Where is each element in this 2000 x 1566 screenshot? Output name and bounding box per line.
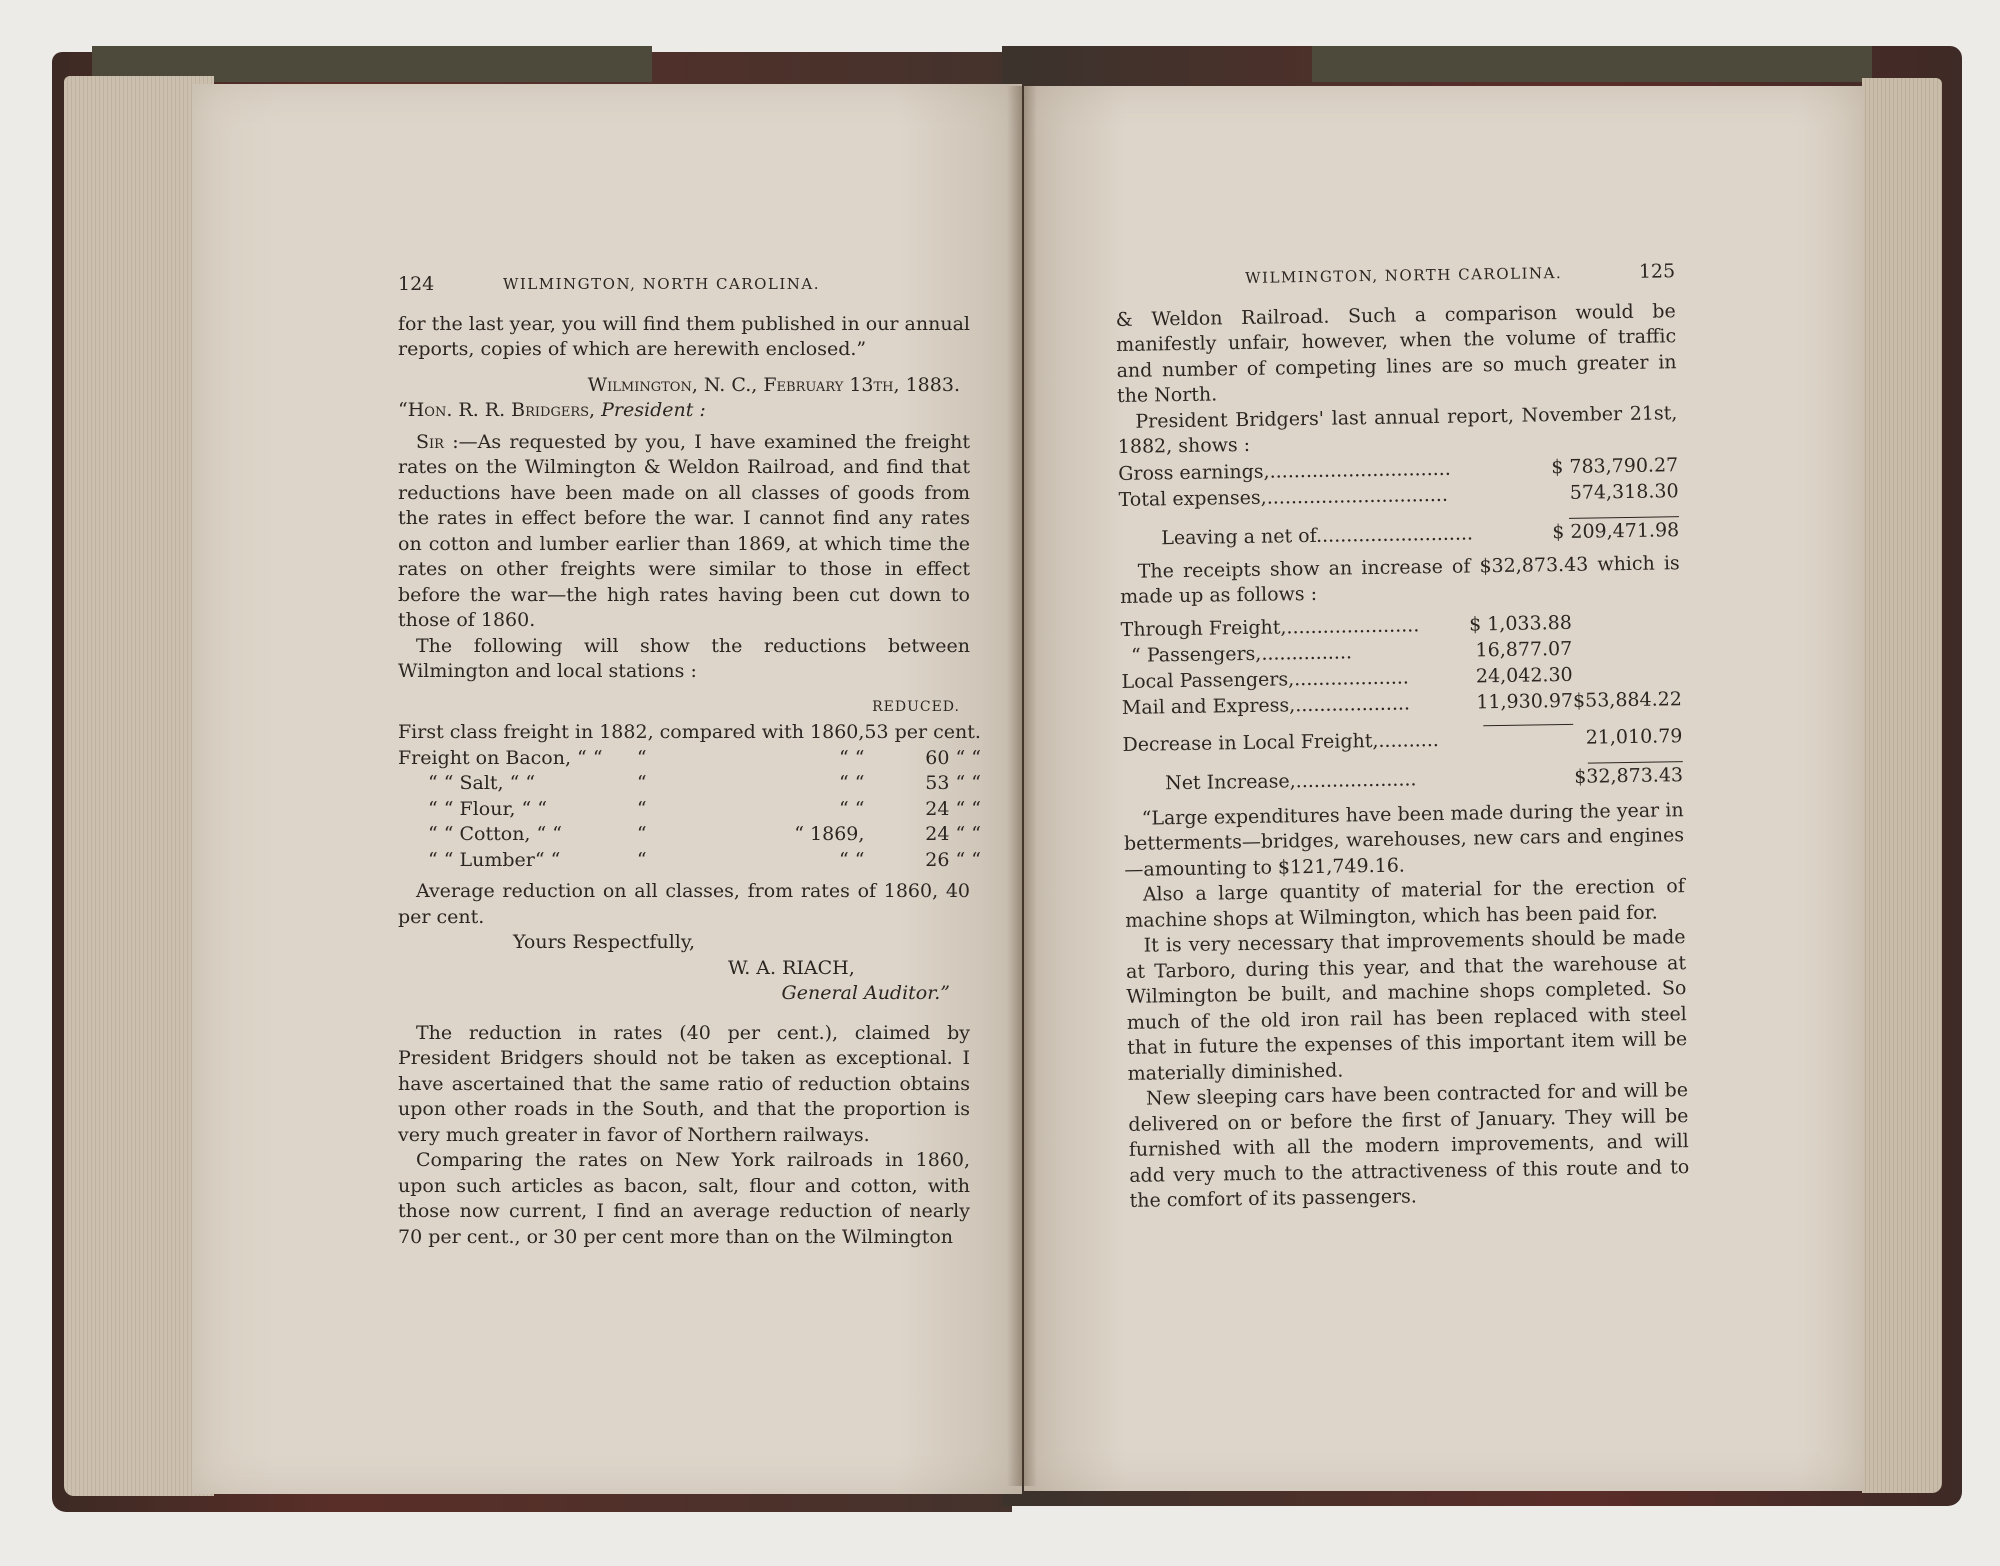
- salutation-name: “Hon. R. R. Bridgers,: [398, 399, 596, 421]
- right-page-text: [1115, 259, 1690, 1214]
- row-label: First class freight in 1882, compared with 1860,: [398, 721, 865, 743]
- right-para-5: Also a large quantity of material for the erection of machine shops at Wilmington, which has been paid for.: [1125, 875, 1685, 932]
- row-label: “ “ Lumber“ “: [428, 848, 561, 871]
- signature-title: General Auditor.”: [781, 982, 950, 1004]
- row-amount: 24 “ “: [925, 797, 981, 820]
- left-para-4: Average reduction on all classes, from rates of 1860, 40 per cent.: [398, 880, 970, 928]
- row-label: “ “ Cotton, “ “: [428, 823, 562, 845]
- netinc-label: Net Increase,....................: [1164, 767, 1417, 794]
- item-label: Through Freight,......................: [1120, 613, 1420, 641]
- left-para-2-body: —As requested by you, I have examined the freight rates on the Wilmington & Weldon Railroad, and find that reductions have been made on all classes of goods from the rates in effect before the war. I cannot find any rates on cotton and lumber earlier than 1869, at which time the rates on other freights were similar to those in effect before the war—the high rates having been cut down to those of 1860.: [398, 430, 970, 631]
- decrease-value: 21,010.79: [1585, 724, 1683, 749]
- row-amount: 60 “ “: [925, 746, 981, 769]
- right-page-number: 125: [1638, 260, 1676, 283]
- total-label: Total expenses,..............................: [1118, 483, 1449, 511]
- right-running-title: WILMINGTON, NORTH CAROLINA.: [1245, 263, 1563, 287]
- item-label: Local Passengers,...................: [1121, 665, 1410, 693]
- dateline: Wilmington, N. C., February 13th, 1883.: [587, 373, 960, 396]
- total-value: 574,318.30: [1569, 479, 1679, 504]
- row-label: “ “ Salt, “ “: [428, 772, 536, 794]
- row-year: “ “: [838, 746, 865, 769]
- row-amount: 26 “ “: [925, 848, 981, 871]
- reduction-table: [398, 720, 981, 873]
- left-para-2: [398, 430, 970, 634]
- table-row: [398, 720, 981, 746]
- row-year: “ 1869,: [794, 823, 865, 845]
- net-value: $ 209,471.98: [1552, 518, 1680, 543]
- salutation-title: President :: [601, 399, 706, 421]
- earnings-table: [1118, 452, 1679, 552]
- row-year: “ “: [838, 772, 865, 794]
- left-page-number: 124: [398, 273, 435, 295]
- item-value: $ 1,033.88: [1468, 611, 1572, 635]
- decrease-label: Decrease in Local Freight,..........: [1122, 728, 1439, 756]
- right-para-3: The receipts show an increase of $32,873.43 which is made up as follows :: [1119, 551, 1680, 608]
- item-value: 16,877.07: [1475, 637, 1573, 661]
- salutation: [398, 398, 970, 424]
- gross-label: Gross earnings,..............................: [1118, 457, 1451, 485]
- netinc-value: $32,873.43: [1574, 763, 1684, 788]
- table-row: [398, 746, 981, 772]
- left-para-6: Comparing the rates on New York railroads in 1860, upon such articles as bacon, salt, flour and cotton, with those now current, I find an average reduction of nearly 70 per cent., or 30 per cent more than on the Wilmington: [398, 1149, 970, 1248]
- item-value: 24,042.30: [1475, 663, 1573, 687]
- right-para-4: “Large expenditures have been made during the year in betterments—bridges, warehouses, new cars and engines—amounting to $121,749.16.: [1123, 798, 1685, 881]
- item-label: Mail and Express,...................: [1121, 691, 1411, 719]
- table-row: [398, 771, 981, 797]
- row-mid: “: [636, 823, 647, 845]
- row-label: Freight on Bacon, “ “: [398, 746, 603, 769]
- net-label: Leaving a net of..........................: [1161, 521, 1474, 549]
- left-para-5: The reduction in rates (40 per cent.), claimed by President Bridgers should not be taken as exceptional. I have ascertained that the same ratio of reduction obtains upon other roads in the South, and that the proportion is very much greater in favor of Northern railways.: [398, 1021, 970, 1146]
- row-amount: 24 “ “: [925, 823, 981, 845]
- receipts-table: [1120, 608, 1683, 797]
- book-gutter: [1007, 86, 1037, 1486]
- item-total: [1572, 608, 1681, 636]
- signature: W. A. RIACH,: [728, 956, 855, 979]
- gross-value: $ 783,790.27: [1551, 453, 1679, 478]
- closing: Yours Respectfully,: [513, 931, 696, 953]
- right-para-7: New sleeping cars have been contracted for and will be delivered on or before the first of January. They will be furnished with all the modern improvements, and will add very much to the attractiveness of this route and to the comfort of its passengers.: [1128, 1079, 1690, 1212]
- right-page-edges: [1862, 78, 1942, 1493]
- left-para-3: The following will show the reductions between Wilmington and local stations :: [398, 634, 970, 682]
- table-row: [398, 822, 981, 848]
- row-amount: 53 “ “: [925, 772, 981, 794]
- left-para-1: for the last year, you will find them published in our annual reports, copies of which are herewith enclosed.”: [398, 312, 970, 360]
- cover-cloth-strip-right: [1312, 46, 1872, 82]
- row-label: “ “ Flour, “ “: [428, 797, 547, 820]
- right-para-6: It is very necessary that improvements should be made at Tarboro, during this year, and that the warehouse at Wilmington be built, and machine shops completed. So much of the old iron rail has been replaced with steel that in future the expenses of this important item will be materially diminished.: [1125, 926, 1688, 1085]
- row-mid: “: [636, 797, 647, 820]
- right-para-1: & Weldon Railroad. Such a comparison would be manifestly unfair, however, when the volume of traffic and number of competing lines are so much greater in the North.: [1115, 299, 1677, 407]
- row-year: “ “: [838, 797, 865, 820]
- row-amount: 53 per cent.: [864, 721, 981, 743]
- sir-label: Sir :: [416, 430, 459, 453]
- item-total: [1572, 634, 1681, 662]
- row-mid: “: [636, 772, 647, 794]
- item-total: [1572, 660, 1681, 688]
- item-total: $53,884.22: [1572, 687, 1683, 712]
- left-page-text: [398, 272, 981, 1250]
- table-row: [398, 797, 981, 823]
- table-row: [398, 848, 981, 874]
- reduced-header: REDUCED.: [872, 698, 960, 715]
- left-running-head: [398, 272, 970, 298]
- row-mid: “: [636, 746, 647, 769]
- left-running-title: WILMINGTON, NORTH CAROLINA.: [502, 275, 820, 293]
- item-label: “ Passengers,...............: [1130, 640, 1353, 667]
- right-para-2: President Bridgers' last annual report, November 21st, 1882, shows :: [1117, 401, 1678, 458]
- row-mid: “: [636, 848, 647, 871]
- row-year: “ “: [838, 848, 865, 871]
- item-value: 11,930.97: [1476, 689, 1574, 713]
